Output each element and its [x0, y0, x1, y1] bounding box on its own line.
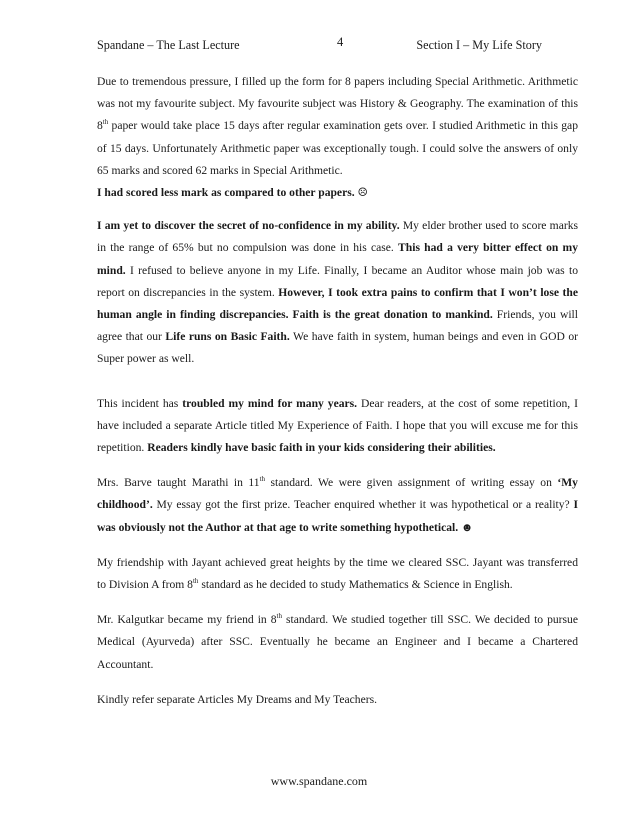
p2-bold-2: This had a very bitter effect on my mind.: [97, 241, 578, 277]
p5-text-1: My friendship with Jayant achieved great heights by the time we cleared SSC. Jayant was transferred to Division A from 8: [97, 555, 578, 592]
p3-bold-2: Readers kindly have basic faith in your kids considering their abilities.: [147, 441, 496, 455]
p2-bold-1: I am yet to discover the secret of no-confidence in my ability.: [97, 219, 400, 233]
p2-text-3: Friends, you will agree that our: [97, 308, 578, 344]
p3-text-2: Dear readers, at the cost of some repetition, I have included a separate Article titled My Experience of Faith. I hope that you will excuse me for this repetition.: [97, 396, 578, 455]
paragraph-3: [97, 393, 578, 460]
p3-bold-1: troubled my mind for many years.: [182, 396, 358, 410]
page-footer: [0, 774, 638, 789]
paragraph-2: [97, 215, 578, 370]
header-book-title: Spandane – The Last Lecture: [97, 38, 240, 52]
p2-text-1: My elder brother used to score marks in the range of 65% but no compulsion was done in his case.: [97, 219, 579, 255]
p2-text-2: I refused to believe anyone in my Life. Finally, I became an Auditor whose main job was to report on discrepancies in the system.: [97, 263, 578, 299]
p2-text-4: We have faith in system, human beings and even in GOD or Super power as well.: [97, 330, 578, 366]
p4-bold-1: ‘My childhood’.: [97, 476, 578, 512]
paragraph-6: [97, 609, 578, 676]
p7-text-1: Kindly refer separate Articles My Dreams and My Teachers.: [97, 692, 378, 706]
p4-bold-2: I was obviously not the Author at that age to write something hypothetical.: [97, 498, 578, 534]
p1-text-1: Due to tremendous pressure, I filled up the form for 8 papers including Special Arithmetic. Arithmetic was not my favourite subject. My favourite subject was History & Geography. The examination of this 8: [97, 75, 578, 133]
paragraph-4: [97, 472, 578, 539]
p5-sup-1: th: [192, 577, 199, 586]
p4-text-2: standard. We were given assignment of writing essay on: [265, 476, 558, 490]
p4-sup-1: th: [259, 475, 266, 484]
paragraph-5: [97, 552, 578, 596]
header-page-number: 4: [337, 35, 344, 49]
footer-url: www.spandane.com: [270, 774, 368, 788]
paragraph-1: [97, 71, 578, 204]
page-header: [97, 35, 542, 56]
p2-bold-3: However, I took extra pains to confirm that I won’t lose the human angle in finding discrepancies. Faith is the great donation to mankind.: [97, 285, 578, 322]
p4-text-1: Mrs. Barve taught Marathi in 11: [97, 476, 260, 490]
frown-emoji-icon: ☹: [357, 186, 368, 200]
p6-text-1: Mr. Kalgutkar became my friend in 8: [97, 613, 277, 627]
header-section-title: Section I – My Life Story: [416, 38, 542, 52]
p2-bold-4: Life runs on Basic Faith.: [165, 330, 290, 344]
p6-text-2: standard. We studied together till SSC. We decided to pursue Medical (Ayurveda) after SSC. Eventually he became an Engineer and I became a Chartered Accountant.: [97, 613, 578, 671]
p1-bold-1: I had scored less mark as compared to other papers.: [97, 186, 355, 200]
smile-emoji-icon: ☻: [461, 520, 474, 534]
p3-text-1: This incident has: [97, 396, 183, 410]
paragraph-7: [97, 689, 578, 711]
p4-text-3: My essay got the first prize. Teacher enquired whether it was hypothetical or a reality?: [152, 498, 574, 512]
p1-text-2: paper would take place 15 days after regular examination gets over. I studied Arithmetic in this gap of 15 days. Unfortunately Arithmetic paper was exceptionally tough. I could solve the answers of only 65 marks and scored 62 marks in Special Arithmetic.: [97, 119, 578, 177]
p5-text-2: standard as he decided to study Mathematics & Science in English.: [198, 578, 513, 592]
p1-sup-1: th: [102, 118, 109, 127]
page-body: [97, 71, 578, 711]
p6-sup-1: th: [276, 612, 282, 621]
